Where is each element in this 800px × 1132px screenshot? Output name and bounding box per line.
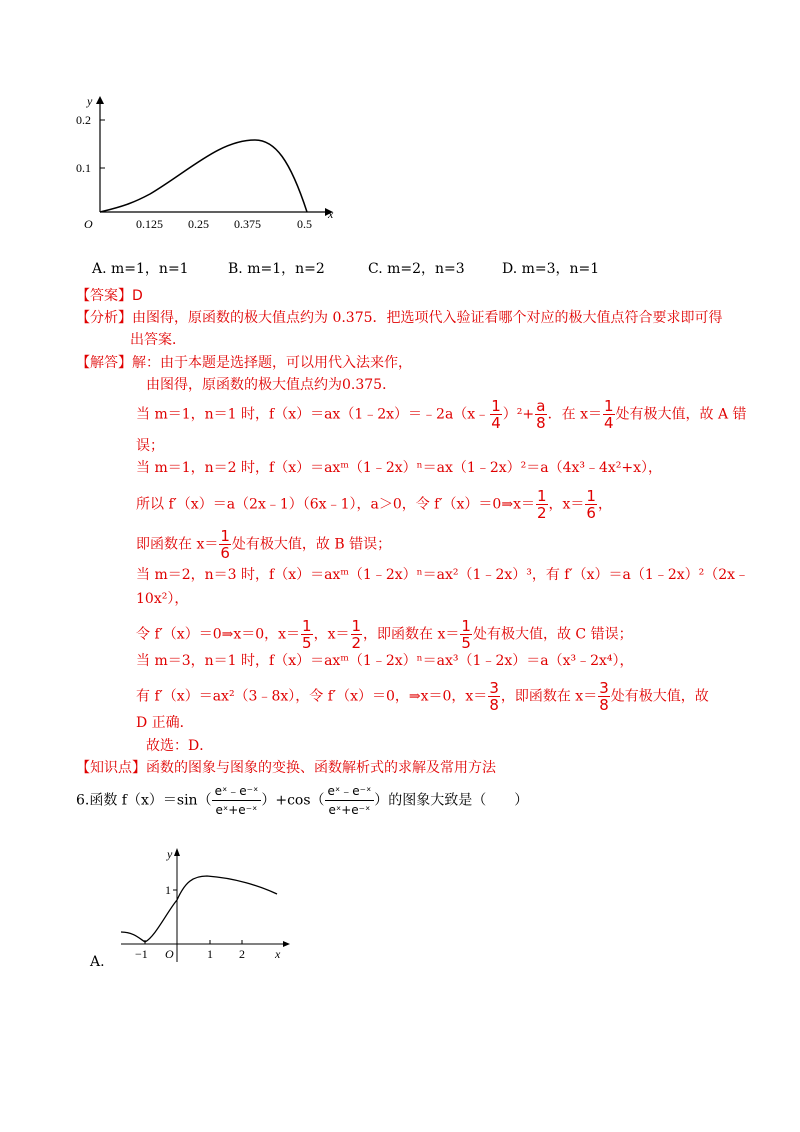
q6-tail: ）的图象大致是（ ）: [374, 792, 529, 809]
x-tick-label: 0.125: [136, 217, 163, 231]
text: ．在 x＝: [547, 406, 602, 423]
question-6: [76, 784, 528, 817]
solution-line: [136, 680, 709, 713]
text: ）²+: [502, 406, 535, 423]
text: 处有极大值，故: [610, 688, 709, 705]
text: 处有极大值，故 C 错误；: [472, 626, 633, 643]
solution-line: D 正确．: [136, 715, 194, 731]
curve: [121, 876, 277, 942]
frac-num: 1: [536, 487, 547, 505]
solution-line: 当 m＝2，n＝3 时，f（x）＝axᵐ（1﹣2x）ⁿ＝ax²（1﹣2x）³，有 f′（x）＝a（1﹣2x）²（2x﹣: [136, 567, 750, 583]
solution-line: 当 m＝1，n＝2 时，f（x）＝axᵐ（1﹣2x）ⁿ＝ax（1﹣2x）²＝a（4x³﹣4x²+x），: [136, 460, 663, 476]
curve: [100, 140, 307, 212]
frac-num: eˣ﹣e⁻ˣ: [325, 784, 375, 801]
x-tick-label: −1: [135, 947, 148, 961]
y-axis-label: y: [87, 94, 93, 108]
q6-mid: ）+cos（: [261, 792, 325, 809]
frac-den: 2: [536, 504, 547, 522]
frac-num: 1: [302, 617, 312, 635]
frac-den: 4: [491, 414, 501, 432]
text: 令 f′（x）＝0⇒x＝0，x＝: [136, 626, 301, 643]
frac-den: 5: [302, 634, 312, 652]
y-tick-label: 1: [165, 883, 171, 897]
solution-line: 误；: [136, 438, 164, 454]
frac-num: 1: [491, 397, 501, 415]
y-axis-label: y: [167, 847, 173, 861]
x-tick-label: 0.25: [188, 217, 209, 231]
x-tick-label: 2: [239, 947, 245, 961]
frac-den: 2: [351, 634, 362, 652]
y-axis-arrow: [174, 848, 180, 856]
solution-line: [136, 398, 747, 431]
solution-line: 故选：D．: [146, 738, 214, 754]
frac-den: 8: [489, 696, 499, 714]
origin-label: O: [165, 947, 174, 961]
answer-tag: 【答案】: [76, 288, 132, 304]
frac-den: eˣ+e⁻ˣ: [328, 803, 371, 817]
answer-line: [76, 287, 143, 305]
frac-den: 5: [461, 634, 471, 652]
option-a-label[interactable]: A.: [90, 954, 105, 970]
text: 当 m＝1，n＝1 时，f（x）＝ax（1﹣2x）＝﹣2a（x﹣: [136, 406, 490, 423]
analysis-line1: [76, 309, 723, 327]
text: ，x＝: [548, 496, 585, 513]
solution-line: 当 m＝3，n＝1 时，f（x）＝axᵐ（1﹣2x）ⁿ＝ax³（1﹣2x）＝a（x³﹣2x⁴），: [136, 653, 634, 669]
x-axis-label: x: [275, 947, 281, 961]
text: 所以 f′（x）＝a（2x﹣1）（6x﹣1），a＞0，令 f′（x）＝0⇒x＝: [136, 496, 535, 513]
solution-line: [136, 488, 612, 521]
analysis-text: 由图得，原函数的极大值点约为 0.375．把选项代入验证看哪个对应的极大值点符合要求即可得: [132, 310, 723, 326]
knowledge-line: [76, 759, 496, 777]
frac-num: a: [536, 397, 546, 415]
q6-fraction: [325, 784, 375, 817]
frac-den: eˣ+e⁻ˣ: [215, 803, 258, 817]
text: ，即函数在 x＝: [500, 688, 598, 705]
frac-num: 1: [461, 617, 471, 635]
solution-intro-text: 解：由于本题是选择题，可以用代入法来作，: [132, 355, 412, 371]
graph-max-point: [70, 90, 350, 240]
solution-line: [136, 618, 633, 651]
frac-num: 1: [220, 527, 230, 545]
text: 处有极大值，故 B 错误；: [231, 536, 392, 553]
choice-c[interactable]: C. m=2，n=3: [368, 261, 465, 277]
choice-d[interactable]: D. m=3，n=1: [502, 261, 600, 277]
analysis-line2: 出答案．: [130, 332, 186, 348]
x-axis-arrow: [283, 941, 290, 947]
frac-num: 1: [603, 397, 614, 415]
choice-b[interactable]: B. m=1，n=2: [228, 261, 325, 277]
solution-intro: [76, 354, 412, 372]
frac-den: 6: [220, 544, 230, 562]
x-tick-label: 1: [207, 947, 213, 961]
text: ，即函数在 x＝: [363, 626, 460, 643]
solution-line: [136, 528, 391, 561]
analysis-tag: 【分析】: [76, 310, 132, 326]
text: ，: [597, 496, 612, 513]
text: ，x＝: [313, 626, 350, 643]
knowledge-text: 函数的图象与图象的变换、函数解析式的求解及常用方法: [146, 760, 496, 776]
y-tick-label: 0.2: [76, 113, 91, 127]
text: 有 f′（x）＝ax²（3﹣8x），令 f′（x）＝0，⇒x＝0，x＝: [136, 688, 488, 705]
frac-num: eˣ﹣e⁻ˣ: [212, 784, 262, 801]
frac-num: 1: [351, 617, 362, 635]
solution-line: 由图得，原函数的极大值点约为0.375．: [146, 377, 397, 393]
frac-den: 8: [536, 414, 546, 432]
q6-fraction: [212, 784, 262, 817]
solution-tag: 【解答】: [76, 355, 132, 371]
answer-text: D: [132, 288, 143, 304]
q6-lead: 6.函数 f（x）＝sin（: [76, 792, 212, 809]
frac-num: 3: [599, 679, 609, 697]
text: 处有极大值，故 A 错: [615, 406, 747, 423]
frac-den: 4: [603, 414, 614, 432]
solution-line: 10x²），: [136, 591, 189, 607]
text: 即函数在 x＝: [136, 536, 219, 553]
x-tick-label: 0.5: [297, 217, 312, 231]
frac-den: 6: [586, 504, 596, 522]
x-axis-label: x: [328, 207, 334, 221]
y-axis-arrow: [96, 96, 104, 104]
frac-num: 3: [489, 679, 499, 697]
origin-label: O: [84, 217, 93, 231]
y-tick-label: 0.1: [76, 161, 91, 175]
x-tick-label: 0.375: [234, 217, 261, 231]
choice-a[interactable]: A. m=1，n=1: [92, 261, 189, 277]
frac-num: 1: [586, 487, 596, 505]
graph-option-a: [115, 842, 295, 967]
frac-den: 8: [599, 696, 609, 714]
knowledge-tag: 【知识点】: [76, 760, 146, 776]
